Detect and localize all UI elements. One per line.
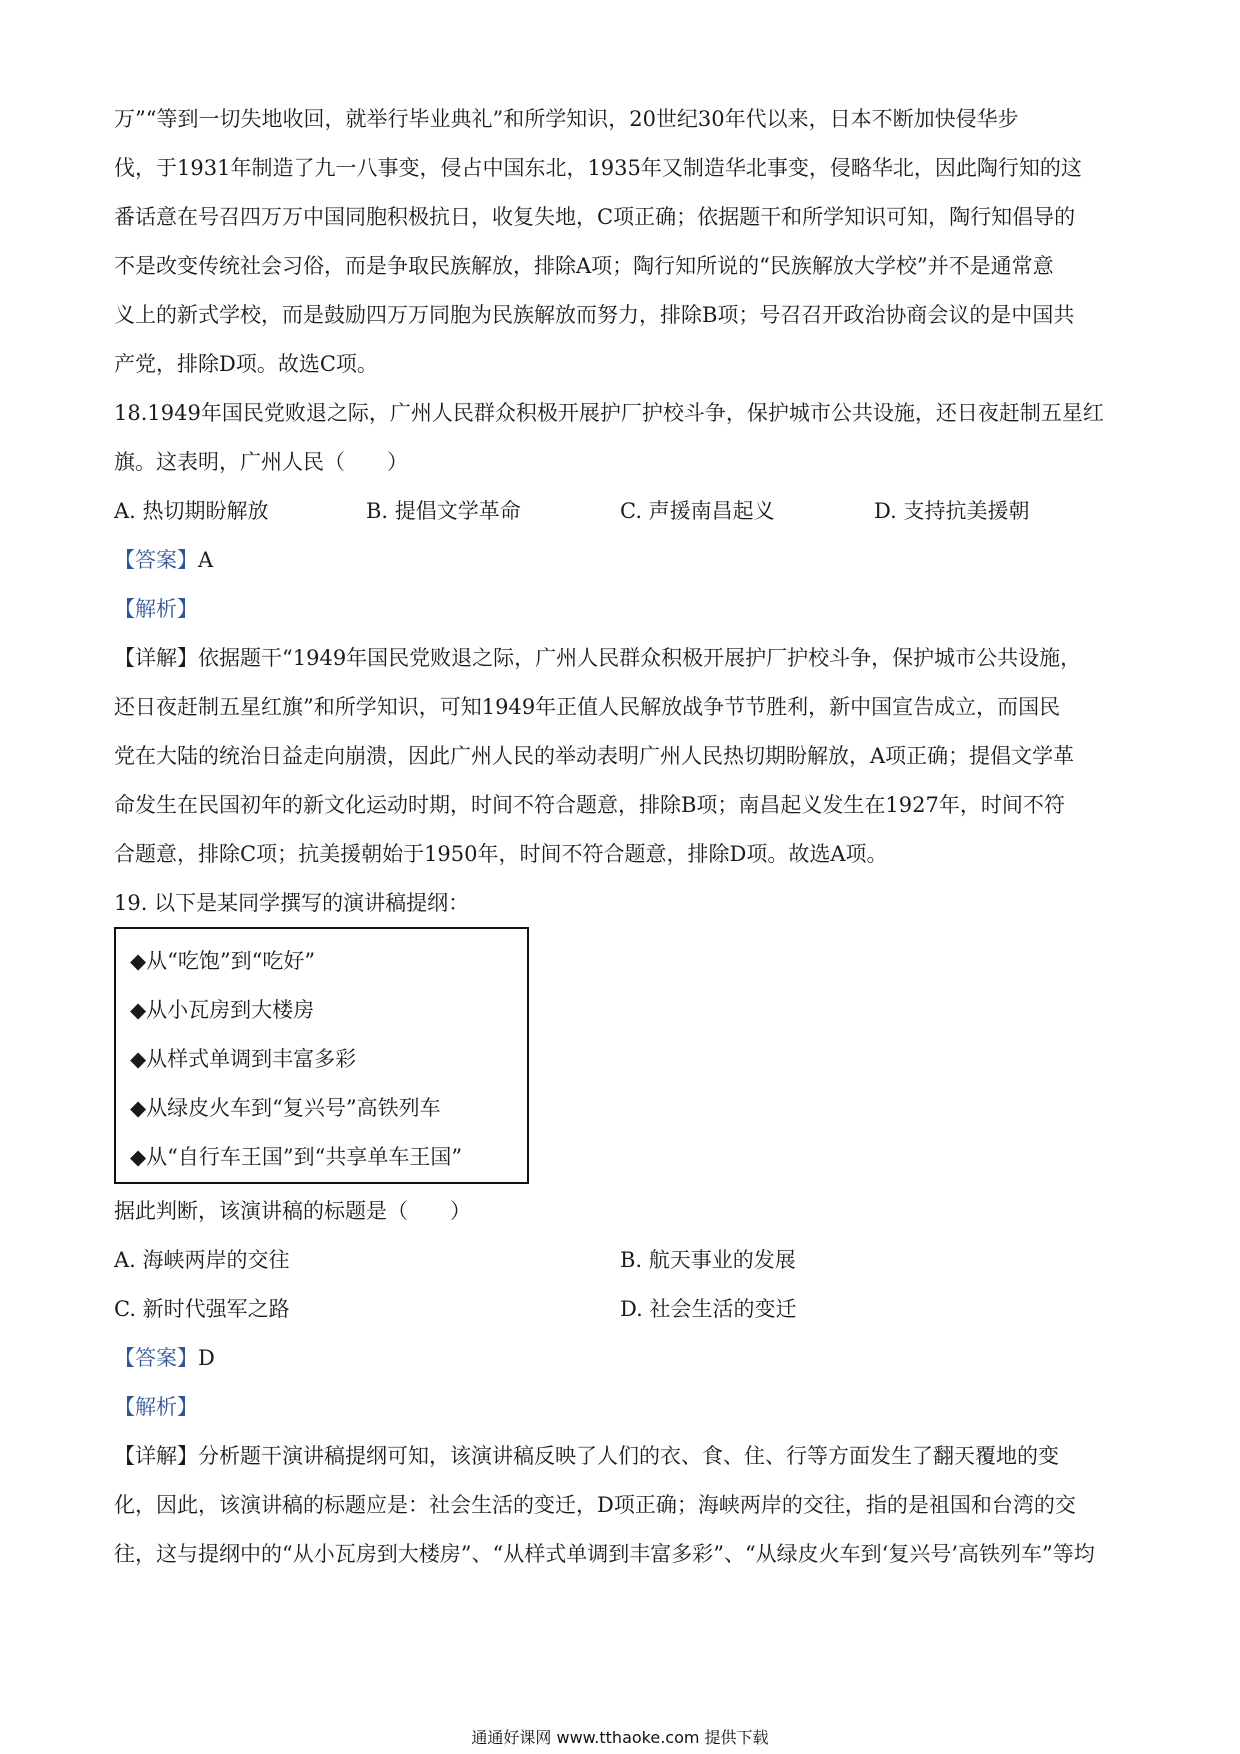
q18-option-d: D. 支持抗美援朝	[874, 499, 1030, 523]
detail-tag: 【详解】	[114, 646, 198, 670]
q19-analysis-heading	[114, 1392, 1134, 1422]
q18-detail-line: 合题意，排除C项；抗美援朝始于1950年，时间不符合题意，排除D项。故选A项。	[114, 842, 888, 866]
q18-stem-line: 18.1949年国民党败退之际，广州人民群众积极开展护厂护校斗争，保护城市公共设施，还日夜赶制五星红	[114, 401, 1104, 425]
answer-value: A	[198, 548, 214, 572]
page-footer: 通通好课网 www.tthaoke.com 提供下载	[471, 1728, 769, 1747]
outline-item: ◆从样式单调到丰富多彩	[130, 1047, 357, 1071]
q19-answer	[114, 1343, 1134, 1373]
q19-option-b: B. 航天事业的发展	[620, 1248, 796, 1272]
q19-option-d: D. 社会生活的变迁	[620, 1297, 797, 1321]
analysis-tag: 【解析】	[114, 1395, 198, 1419]
q18-analysis-heading	[114, 594, 1134, 624]
intro-line: 番话意在号召四万万中国同胞积极抗日，收复失地，C项正确；依据题干和所学知识可知，陶行知倡导的	[114, 205, 1076, 229]
q19-question: 据此判断，该演讲稿的标题是（ ）	[114, 1199, 471, 1223]
speech-outline-box	[114, 927, 529, 1184]
answer-value: D	[198, 1346, 215, 1370]
answer-tag: 【答案】	[114, 1346, 198, 1370]
intro-line: 伐，于1931年制造了九一八事变，侵占中国东北，1935年又制造华北事变，侵略华北，因此陶行知的这	[114, 156, 1082, 180]
q19-option-a: A. 海峡两岸的交往	[114, 1248, 290, 1272]
detail-text: 分析题干演讲稿提纲可知，该演讲稿反映了人们的衣、食、住、行等方面发生了翻天覆地的变	[198, 1444, 1059, 1468]
q18-answer	[114, 545, 1134, 575]
detail-text: 依据题干“1949年国民党败退之际，广州人民群众积极开展护厂护校斗争，保护城市公共设施，	[198, 646, 1082, 670]
q18-option-b: B. 提倡文学革命	[366, 499, 521, 523]
outline-item: ◆从“自行车王国”到“共享单车王国”	[130, 1145, 463, 1169]
intro-line: 万”“等到一切失地收回，就举行毕业典礼”和所学知识，20世纪30年代以来，日本不断加快侵华步	[114, 107, 1019, 131]
q19-stem: 19. 以下是某同学撰写的演讲稿提纲：	[114, 891, 470, 915]
detail-tag: 【详解】	[114, 1444, 198, 1468]
intro-line: 义上的新式学校，而是鼓励四万万同胞为民族解放而努力，排除B项；号召召开政治协商会议的是中国共	[114, 303, 1075, 327]
q18-detail-line: 还日夜赶制五星红旗”和所学知识，可知1949年正值人民解放战争节节胜利，新中国宣告成立，而国民	[114, 695, 1061, 719]
q18-detail-line	[114, 643, 1134, 673]
q18-stem-line: 旗。这表明，广州人民（ ）	[114, 450, 408, 474]
q19-detail-line: 化，因此，该演讲稿的标题应是：社会生活的变迁，D项正确；海峡两岸的交往，指的是祖国和台湾的交	[114, 1493, 1076, 1517]
q18-detail-line: 党在大陆的统治日益走向崩溃，因此广州人民的举动表明广州人民热切期盼解放，A项正确；提倡文学革	[114, 744, 1075, 768]
intro-line: 产党，排除D项。故选C项。	[114, 352, 378, 376]
q18-option-a: A. 热切期盼解放	[114, 499, 269, 523]
outline-item: ◆从“吃饱”到“吃好”	[130, 949, 316, 973]
analysis-tag: 【解析】	[114, 597, 198, 621]
q18-option-c: C. 声援南昌起义	[620, 499, 775, 523]
q19-detail-line	[114, 1441, 1134, 1471]
outline-item: ◆从小瓦房到大楼房	[130, 998, 315, 1022]
q19-option-c: C. 新时代强军之路	[114, 1297, 290, 1321]
intro-line: 不是改变传统社会习俗，而是争取民族解放，排除A项；陶行知所说的“民族解放大学校”并不是通常意	[114, 254, 1054, 278]
q19-detail-line: 往，这与提纲中的“从小瓦房到大楼房”、“从样式单调到丰富多彩”、“从绿皮火车到‘复兴号’高铁列车”等均	[114, 1542, 1095, 1566]
outline-item: ◆从绿皮火车到“复兴号”高铁列车	[130, 1096, 441, 1120]
q18-detail-line: 命发生在民国初年的新文化运动时期，时间不符合题意，排除B项；南昌起义发生在1927年，时间不符	[114, 793, 1065, 817]
answer-tag: 【答案】	[114, 548, 198, 572]
